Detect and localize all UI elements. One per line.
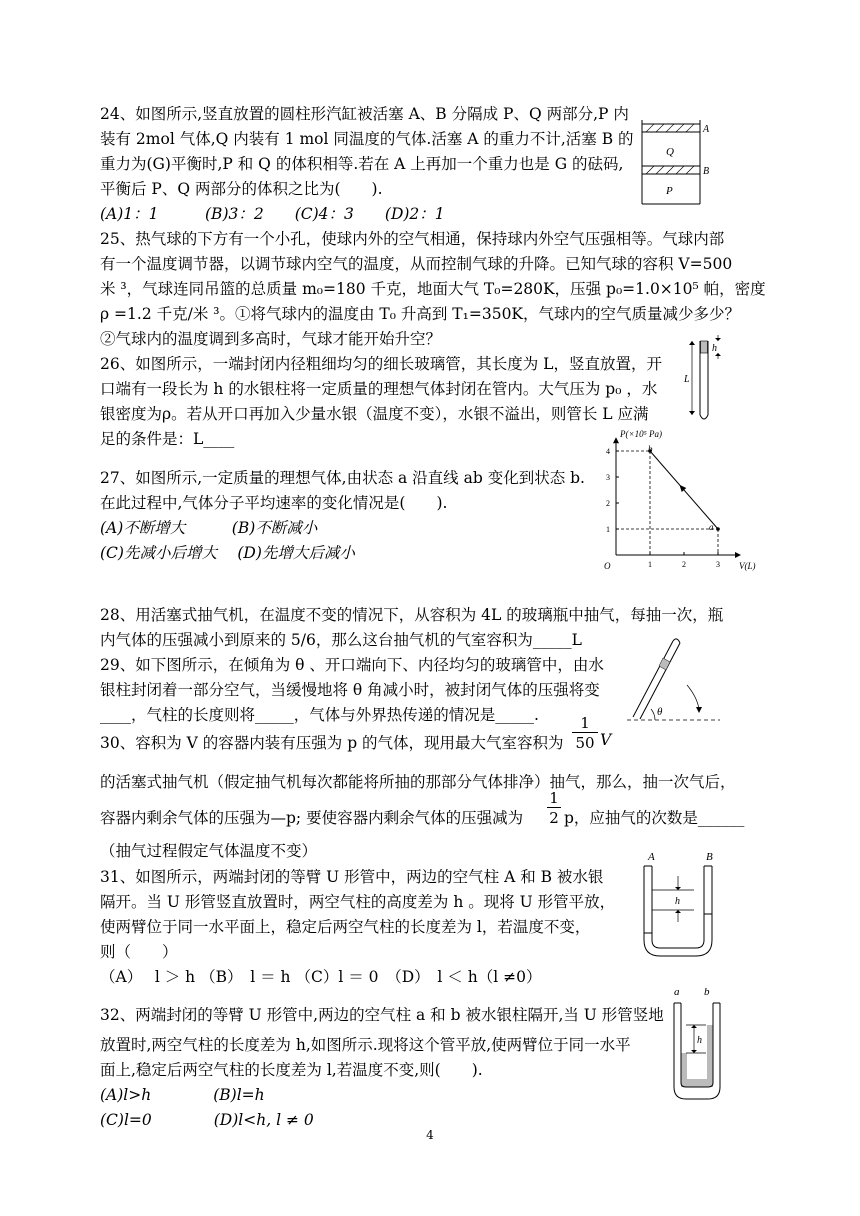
q25-line3: 米 ³，气球连同吊篮的总质量 m₀=180 千克，地面大气 T₀=280K，压强 p₀=1.0×10⁵ 帕，密度 (100, 280, 766, 298)
q29-line2: 银柱封闭着一部分空气，当缓慢地将 θ 角减小时，被封闭气体的压强将变 (100, 681, 600, 699)
q31-line1: 31、如图所示，两端封闭的等臂 U 形管中，两边的空气柱 A 和 B 被水银 (100, 868, 604, 886)
q30-frac1-numerator: 1 (580, 714, 590, 732)
q30-line3b: p，应抽气的次数是______ (564, 809, 745, 827)
q24-options: (A)1：1 (B)3：2 (C)4：3 (D)2：1 (100, 205, 445, 223)
q26-fig-label-h: h (712, 343, 717, 354)
q27-options-2: (C)先减小后增大 (D)先增大后减小 (100, 544, 355, 562)
q30-line1: 30、容积为 V 的容器内装有压强为 p 的气体，现用最大气室容积为 (100, 734, 564, 752)
q26-fig-label-l: L (684, 374, 690, 385)
q24-cylinder-figure (640, 118, 710, 208)
q24-fig-label-q: Q (666, 146, 674, 158)
q24-fig-label-p: P (666, 185, 673, 197)
q32-fig-label-a: a (674, 986, 680, 998)
q31-fig-label-h: h (675, 896, 680, 907)
q26-tube-figure (682, 333, 730, 425)
q30-frac2-numerator: 1 (549, 789, 559, 807)
q30-fraction-1-50 (572, 714, 598, 753)
q28-line2: 内气体的压强减小到原来的 5/6，那么这台抽气机的气室容积为_____L (100, 631, 582, 649)
q31-line2: 隔开。当 U 形管竖直放置时，两空气柱的高度差为 h 。现将 U 形管平放， (100, 893, 616, 911)
q29-tilted-tube-figure (625, 635, 725, 730)
y-tick-label: 1 (606, 525, 610, 534)
q27-line2: 在此过程中,气体分子平均速率的变化情况是( ). (100, 494, 448, 512)
q25-line1: 25、热气球的下方有一个小孔，使球内外的空气相通，保持球内外空气压强相等。气球内部 (100, 230, 725, 248)
q25-line4: ρ =1.2 千克/米 ³。①将气球内的温度由 T₀ 升高到 T₁=350K，气球内的空气质量减少多少？ (100, 305, 741, 323)
q31-options: （A） l ＞ h （B） l ＝ h （C）l ＝ 0 （D） l ＜ h（l ≠0） (100, 968, 542, 986)
q24-line2: 装有 2mol 气体,Q 内装有 1 mol 同温度的气体.活塞 A 的重力不计,活塞 B 的 (100, 130, 634, 148)
q28-line1: 28、用活塞式抽气机，在温度不变的情况下，从容积为 4L 的玻璃瓶中抽气，每抽一次，瓶 (100, 606, 724, 624)
q27-pv-chart (598, 427, 756, 577)
q32-options-1: (A)l>h (B)l=h (100, 1086, 265, 1104)
q31-line3: 使两臂位于同一水平面上，稳定后两空气柱的长度差为 l，若温度不变， (100, 918, 591, 936)
y-axis-arrow (613, 437, 619, 443)
q32-fig-label-h: h (697, 1035, 702, 1046)
q31-fig-label-a: A (648, 851, 655, 863)
q29-fig-label-theta: θ (657, 706, 663, 718)
y-axis-label: P(×10⁵ Pa) (620, 429, 662, 440)
q24-fig-label-a: A (703, 124, 710, 135)
q27-line1: 27、如图所示,一定质量的理想气体,由状态 a 沿直线 ab 变化到状态 b. (100, 469, 585, 487)
x-axis-arrow (735, 552, 741, 558)
q30-fraction-1-2 (547, 789, 561, 828)
x-tick-label: 2 (682, 560, 686, 569)
q32-line3: 面上,稳定后两空气柱的长度差为 l,若温度不变,则( ). (100, 1061, 483, 1079)
q29-line3: ____，气柱的长度则将_____，气体与外界热传递的情况是_____. (100, 706, 539, 724)
q24-line4: 平衡后 P、Q 两部分的体积之比为( ). (100, 180, 383, 198)
q30-line4: （抽气过程假定气体温度不变） (100, 842, 318, 860)
q26-line2: 口端有一段长为 h 的水银柱将一定质量的理想气体封闭在管内。大气压为 p₀ ，水 (100, 380, 658, 398)
y-tick-label: 4 (606, 447, 610, 456)
series-line-ab (650, 451, 718, 529)
x-tick-label: 1 (648, 560, 652, 569)
q26-line1: 26、如图所示，一端封闭内径粗细均匀的细长玻璃管，其长度为 L，竖直放置，开 (100, 355, 662, 373)
q32-options-2: (C)l=0 (D)l<h, l ≠ 0 (100, 1111, 314, 1129)
q32-fig-label-b: b (704, 986, 710, 998)
q30-frac1-v: V (600, 731, 612, 749)
q26-line3: 银密度为ρ。若从开口再加入少量水银（温度不变），水银不溢出，则管长 L 应满 (100, 405, 649, 423)
q25-line5: ②气球内的温度调到多高时，气球才能开始升空？ (100, 330, 442, 348)
q31-fig-label-b: B (706, 851, 713, 863)
q30-frac2-denominator: 2 (547, 807, 561, 828)
q24-line1: 24、如图所示,竖直放置的圆柱形汽缸被活塞 A、B 分隔成 P、Q 两部分,P 内 (100, 105, 629, 123)
point-label-a: a (709, 522, 714, 532)
q30-line3a: 容器内剩余气体的压强为—p; 要使容器内剩余气体的压强减为 (100, 809, 524, 827)
page-number: 4 (426, 1128, 434, 1142)
q31-line4: 则（ ） (100, 943, 178, 961)
q25-line2: 有一个温度调节器，以调节球内空气的温度，从而控制气球的升降。已知气球的容积 V=500 (100, 255, 733, 273)
q27-options-1: (A)不断增大 (B)不断减小 (100, 519, 318, 537)
x-tick-label: 3 (716, 560, 720, 569)
y-tick-label: 2 (606, 499, 610, 508)
y-tick-label: 3 (606, 473, 610, 482)
x-axis-label: V(L) (739, 561, 756, 571)
origin-label: O (604, 561, 611, 571)
q32-line1: 32、两端封闭的等臂 U 形管中,两边的空气柱 a 和 b 被水银柱隔开,当 U 形管竖地 (100, 1006, 664, 1024)
point-a (716, 527, 720, 531)
q24-fig-label-b: B (703, 166, 710, 177)
q29-line1: 29、如下图所示，在倾角为 θ 、开口端向下、内径均匀的玻璃管中，由水 (100, 656, 604, 674)
q24-line3: 重力为(G)平衡时,P 和 Q 的体积相等.若在 A 上再加一个重力也是 G 的砝码, (100, 155, 624, 173)
q30-frac1-denominator: 50 (572, 732, 598, 753)
q31-u-tube-figure (640, 848, 720, 960)
q32-u-tube-figure (664, 983, 724, 1103)
q32-line2: 放置时,两空气柱的长度差为 h,如图所示.现将这个管平放,使两臂位于同一水平 (100, 1036, 631, 1054)
point-label-b: b (648, 444, 653, 454)
q30-line2: 的活塞式抽气机（假定抽气机每次都能将所抽的那部分气体排净）抽气，那么，抽一次气后， (100, 773, 736, 791)
q26-line4: 足的条件是：L____ (100, 430, 235, 448)
